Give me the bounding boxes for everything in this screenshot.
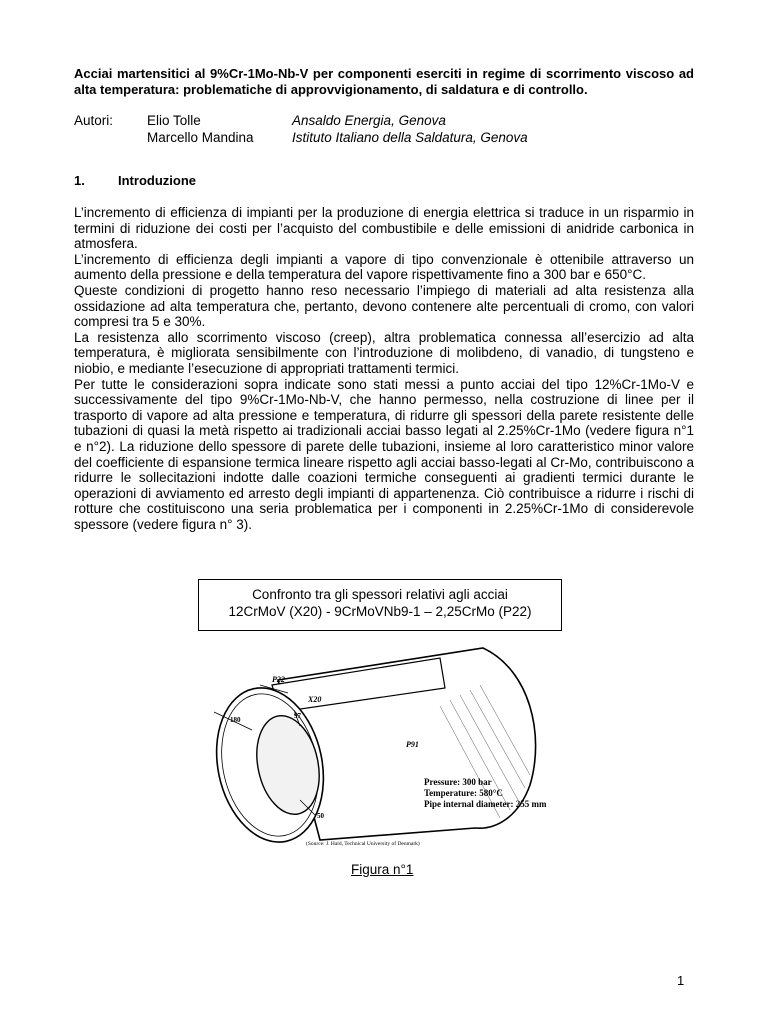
figure-caption-line: 12CrMoV (X20) - 9CrMoVNb9-1 – 2,25CrMo (P22) bbox=[228, 604, 532, 619]
figure-caption-box bbox=[198, 579, 562, 631]
section-text bbox=[74, 205, 694, 532]
section-number: 1. bbox=[74, 173, 85, 188]
author-row bbox=[74, 129, 694, 146]
authors-label: Autori: bbox=[74, 113, 114, 128]
section-heading bbox=[74, 173, 694, 189]
page-number: 1 bbox=[677, 973, 685, 988]
authors-block bbox=[74, 112, 694, 146]
author-name: Elio Tolle bbox=[147, 113, 201, 128]
label-dim-97: 97 bbox=[294, 712, 301, 720]
figure-caption-line: Confronto tra gli spessori relativi agli acciai bbox=[252, 587, 508, 602]
document-body bbox=[74, 66, 694, 532]
author-row bbox=[74, 112, 694, 129]
spec-pressure: Pressure: 300 bar bbox=[424, 777, 492, 787]
label-p22: P22 bbox=[272, 675, 285, 684]
paragraph: L’incremento di efficienza degli impianti a vapore di tipo convenzionale è ottenibile attraverso un aumento della pressione e della temperatura del vapore rispettivamente fino a 300 bar e 650°C. bbox=[74, 251, 694, 283]
figure-label: Figura n°1 bbox=[351, 862, 414, 877]
label-dim-50: 50 bbox=[317, 812, 324, 820]
paragraph: La resistenza allo scorrimento viscoso (creep), altra problematica connessa all’esercizio ad alta temperatura, è migliorata sensibilmente con l’introduzione di molibdeno, di vanadio, di tungsteno e niobio, e mediante l’esecuzione di appropriati trattamenti termici. bbox=[74, 329, 694, 376]
label-dim-180: 180 bbox=[230, 716, 241, 724]
spec-diameter: Pipe internal diameter: 255 mm bbox=[424, 799, 547, 809]
figure-source: (Source: J. Hald, Technical University of Denmark) bbox=[306, 841, 420, 847]
author-affiliation: Istituto Italiano della Saldatura, Genova bbox=[292, 130, 528, 145]
section-title: Introduzione bbox=[118, 173, 196, 188]
document-title: Acciai martensitici al 9%Cr-1Mo-Nb-V per componenti eserciti in regime di scorrimento viscoso ad alta temperatura: problematiche di approvvigionamento, di saldatura e di controllo. bbox=[74, 66, 694, 97]
author-name: Marcello Mandina bbox=[147, 130, 254, 145]
pipe-thickness-figure bbox=[200, 640, 560, 855]
label-x20: X20 bbox=[308, 695, 322, 704]
paragraph: L’incremento di efficienza di impianti per la produzione di energia elettrica si traduce in un risparmio in termini di riduzione dei costi per l’acquisto del combustibile e delle emissioni di anidride carbonica in atmosfera. bbox=[74, 205, 694, 252]
paragraph: Per tutte le considerazioni sopra indicate sono stati messi a punto acciai del tipo 12%Cr-1Mo-V e successivamente del tipo 9%Cr-1Mo-Nb-V, che hanno permesso, nella costruzione di linee per il trasporto di vapore ad alta pressione e temperatura, di ridurre gli spessori della parete resistente delle tubazioni di quasi la metà rispetto ai tradizionali acciai basso legati al 2.25%Cr-1Mo (vedere figura n°1 e n°2). La riduzione dello spessore di parete delle tubazioni, insieme al loro caratteristico minor valore del coefficiente di espansione termica lineare rispetto agli acciai basso-legati al Cr-Mo, contribuiscono a ridurre le sollecitazioni indotte dalle coazioni termiche conseguenti ai gradienti termici durante le operazioni di avviamento ed arresto degli impianti di appartenenza. Ciò contribuisce a ridurre i rischi di rotture che costituiscono una seria problematica per i componenti in 2.25%Cr-1Mo di considerevole spessore (vedere figura n° 3). bbox=[74, 376, 694, 532]
pipe-drawing bbox=[200, 640, 560, 855]
label-p91: P91 bbox=[406, 740, 419, 749]
paragraph: Queste condizioni di progetto hanno reso necessario l’impiego di materiali ad alta resistenza alla ossidazione ad alta temperatura che, pertanto, devono contenere alte percentuali di cromo, con valori compresi tra 5 e 30%. bbox=[74, 282, 694, 330]
spec-temperature: Temperature: 580°C bbox=[424, 788, 503, 798]
author-affiliation: Ansaldo Energia, Genova bbox=[292, 113, 446, 128]
